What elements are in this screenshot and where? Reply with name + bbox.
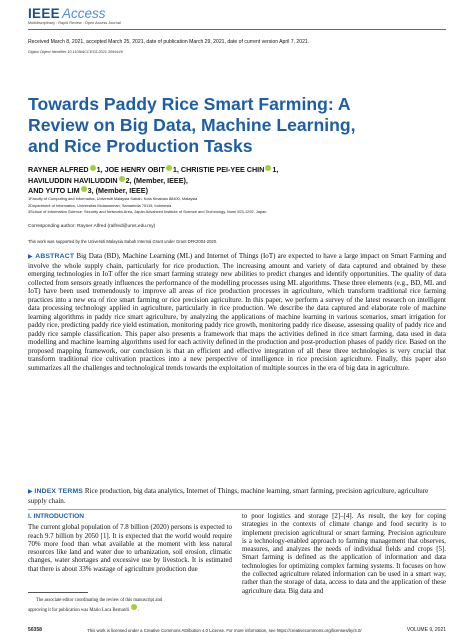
orcid-icon[interactable] — [265, 165, 271, 171]
doi: Digital Object Identifier 10.1109/ACCESS.2021.3069449 — [28, 50, 123, 54]
abstract-heading: ABSTRACT — [35, 253, 75, 260]
index-terms — [28, 487, 446, 505]
page-footer — [28, 627, 446, 633]
paper-title: Towards Paddy Rice Smart Farming: A Review on Big Data, Machine Learning, and Rice Production Tasks — [28, 94, 356, 156]
footnote: The associate editor coordinating the review of this manuscript and approving it for publication was Mario Luca Bernardi . — [28, 598, 163, 613]
header-rule — [28, 29, 446, 30]
publication-dates: Received March 8, 2021, accepted March 25, 2021, date of publication March 29, 2021, date of current version April 7, 2021. — [28, 39, 310, 45]
author-list — [28, 165, 408, 197]
funding-note: This work was supported by the Universiti Malaysia Sabah Internal Grant under Grant DFK2004-2020. — [28, 239, 218, 244]
abstract-text: Big Data (BD), Machine Learning (ML) and Internet of Things (IoT) are expected to have a large impact on Smart Farming and involve the whole supply chain, particularly for rice production. The increasing amount and variety of data captured and obtained by these emerging technologies in IoT offer the rice smart farming strategy new abilities to predict changes and identify opportunities. The quality of data collected from sensors greatly influences the performance of the modelling processes using ML algorithms. These three elements (e.g., BD, ML and IoT) have been used tremendously to improve all areas of rice production processes in agriculture, which transform traditional rice farming practices into a new era of rice smart farming or rice precision agriculture. In this paper, we perform a survey of the latest research on intelligent data processing technology applied in agriculture, particularly in rice production. We describe the data captured and elaborate role of machine learning algorithms in paddy rice smart agriculture, by analyzing the applications of machine learning in various scenarios, smart irrigation for paddy rice, predicting paddy rice yield estimation, monitoring paddy rice growth, monitoring paddy rice disease, assessing quality of paddy rice and paddy rice sample classification. This paper also presents a framework that maps the activities defined in rice smart farming, data used in data modelling and machine learning algorithms used for each activity defined in the production and post-production phases of paddy rice. Based on the proposed mapping framework, our conclusion is that an efficient and effective integration of all these three technologies is very crucial that transform traditional rice cultivation practices into a new perspective of intelligence in rice precision agriculture. Finally, this paper also summarizes all the challenges and technological trends towards the exploitation of multiple sources in the era of big data in agriculture. — [28, 252, 447, 372]
affiliations — [28, 196, 448, 216]
logo-ieee: IEEE — [28, 6, 60, 21]
footnote-rule — [28, 592, 88, 593]
orcid-icon[interactable] — [119, 176, 125, 182]
affiliation-item: 1Faculty of Computing and Informatics, Universiti Malaysia Sabah, Kota Kinabalu 88400, Malaysia — [28, 196, 198, 201]
intro-text-right: to poor logistics and storage [2]–[4]. As result, the key for coping strategies in the contexts of climate change and food security is to implement precision agricultural or smart farming. Precision agriculture is a technology-enabled approach to farming management that observes, measures, and analyzes the needs of individual fields and crops [5]. Smart farming is defined as the application of information and data technologies for optimizing complex farming systems. It focuses on how the collected agriculture related information can be used in a smart way, rather than the storage of data, access to data and the application of these agriculture data. Big data and — [242, 513, 446, 595]
index-terms-text: Rice production, big data analytics, Internet of Things, machine learning, smart farming, precision agriculture, agriculture supply chain. — [28, 487, 429, 505]
logo-access: Access — [61, 6, 106, 21]
index-terms-heading: INDEX TERMS — [34, 488, 84, 495]
page-number: 50358 — [28, 627, 42, 633]
abstract — [28, 252, 446, 372]
orcid-icon[interactable] — [166, 165, 172, 171]
author-line-1: RAYNER ALFRED 1, JOE HENRY OBIT 1, CHRISTIE PEI-YEE CHIN 1, — [28, 165, 279, 174]
author-line-2: HAVILUDDIN HAVILUDDIN 2, (Member, IEEE), — [28, 175, 188, 185]
intro-column-right — [242, 513, 446, 596]
section-divider — [28, 509, 446, 510]
triangle-bullet-icon: ▶ — [28, 489, 33, 495]
triangle-bullet-icon: ▶ — [28, 254, 34, 260]
author-line-3: AND YUTO LIM 3, (Member, IEEE) — [28, 186, 148, 195]
logo-tagline: Multidisciplinary : Rapid Review : Open Access Journal — [28, 21, 121, 25]
ieee-access-logo — [28, 6, 105, 22]
orcid-icon[interactable] — [90, 165, 96, 171]
volume-label: VOLUME 9, 2021 — [406, 627, 446, 633]
corresponding-author: Corresponding author: Rayner Alfred (ralfred@ums.edu.my) — [28, 224, 156, 229]
intro-heading: I. INTRODUCTION — [28, 513, 85, 520]
affiliation-item: 3School of Information Science, Security and Networks Area, Japan Advanced Institute of Science and Technology, Nomi 923-1292, Japan — [28, 209, 267, 215]
intro-text-left: The current global population of 7.8 billion (2020) persons is expected to reach 9.7 billion by 2050 [1]. It is expected that the world would require 70% more food than what available at the moment with less natural resources like land and water due to urbanization, soil erosion, climatic changes, water shortages and excessive use by livestock. It is estimated that there is about 33% wastage of agriculture production due — [28, 524, 232, 573]
orcid-icon[interactable] — [81, 186, 87, 192]
intro-column-left — [28, 513, 232, 574]
affiliation-item: 2Department of Informatics, Universitas Mulawarman, Samarinda 75119, Indonesia — [28, 202, 172, 208]
license-text[interactable]: This work is licensed under a Creative Commons Attribution 4.0 License. For more information, see https://creativecommons.org/licenses/by/4.0/ — [87, 627, 362, 633]
orcid-icon[interactable] — [131, 604, 137, 610]
